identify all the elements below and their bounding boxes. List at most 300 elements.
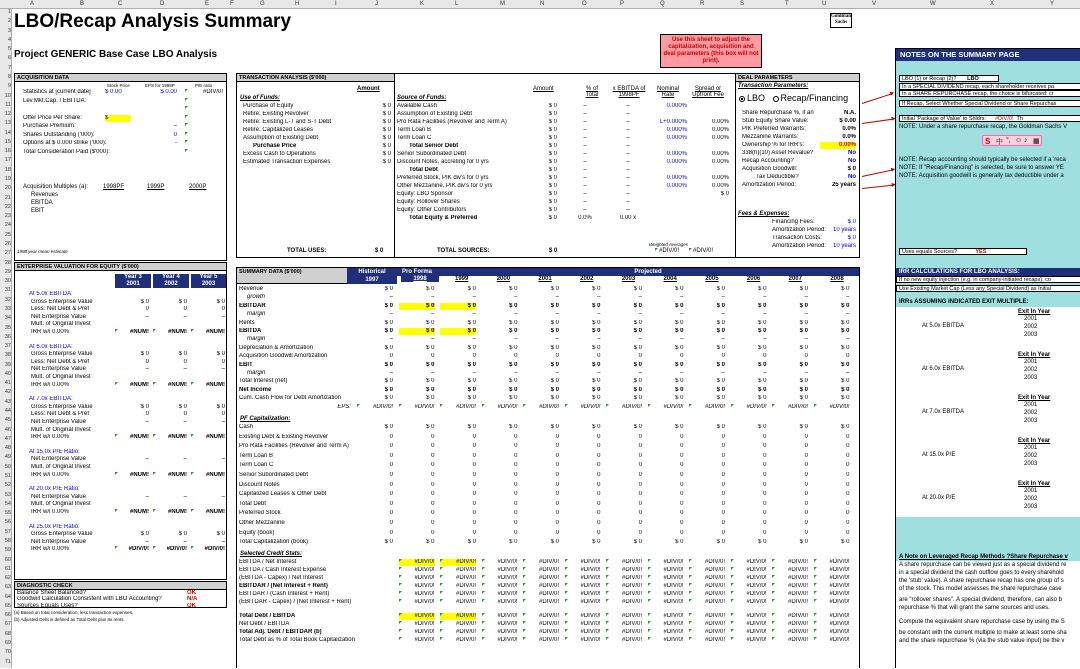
column-header-Y[interactable]: Y — [1050, 1, 1055, 7]
src-row-spread: 0.00% — [711, 183, 729, 189]
cap-row-val: 0 — [555, 481, 559, 488]
deal-row-value[interactable]: No — [848, 158, 856, 164]
cap-row-val: 0 — [514, 452, 518, 459]
exit-year: 2003 — [1024, 418, 1038, 424]
row-header-27[interactable]: 27 — [4, 250, 11, 257]
src-row-pct: – — [583, 119, 587, 125]
eps-label: EPS: — [337, 403, 351, 410]
row-header-59[interactable]: 59 — [4, 547, 11, 554]
sum-row-label: Rents — [239, 319, 255, 326]
sum-row-val: 0 — [597, 353, 601, 360]
row-header-37[interactable]: 37 — [4, 343, 11, 350]
sum-row-val: $ 0 — [384, 319, 393, 326]
row-header-64[interactable]: 64 — [4, 593, 11, 600]
sum-row-val: $ 0 — [384, 361, 393, 368]
ev-row-val: $ 0 — [140, 403, 149, 410]
exit-year: 2001 — [1024, 359, 1038, 365]
row-header-9[interactable]: 9 — [7, 83, 11, 90]
row-header-16[interactable]: 16 — [4, 148, 11, 155]
cap-row-val: 0 — [680, 529, 684, 536]
row-header-41[interactable]: 41 — [4, 380, 11, 387]
cap-row-val: 0 — [472, 500, 476, 507]
cap-row-val: $ 0 — [426, 539, 435, 546]
column-header-O[interactable]: O — [582, 1, 587, 7]
row-header-71[interactable]: 71 — [4, 658, 11, 665]
column-header-W[interactable]: W — [930, 1, 936, 7]
row-header-21[interactable]: 21 — [4, 194, 11, 201]
ev-block-title-text: At 5.0x EBITDA: — [29, 291, 73, 297]
cap-row-val: $ 0 — [509, 539, 518, 546]
deal-row-label: 338(h)(10) Asset Revalue? — [742, 150, 814, 156]
ev-row-label: IRR w/i 0.00% — [31, 381, 70, 388]
row-header-70[interactable]: 70 — [4, 649, 11, 656]
column-header-C[interactable]: C — [118, 1, 123, 7]
column-header-N[interactable]: N — [540, 1, 545, 7]
row-header-50[interactable]: 50 — [4, 463, 11, 470]
credit-row-val: #DIV/0! — [523, 637, 559, 644]
note-line-1: In a SPECIAL DIVIDEND recap, each shareholder receives pa — [899, 83, 1080, 90]
ev-row-val: $ 0 — [178, 298, 187, 305]
cap-row-val: 0 — [431, 491, 435, 498]
radio-lbo-dot[interactable] — [739, 96, 745, 102]
fees-row-label: Transaction Costs: — [772, 235, 822, 241]
column-header-U[interactable]: U — [822, 1, 827, 7]
src-row — [395, 167, 735, 174]
row-header-11[interactable]: 11 — [5, 101, 11, 108]
row-header-30[interactable]: 30 — [4, 278, 11, 285]
src-row-label: Term Loan B — [397, 127, 432, 133]
cap-row-val: 0 — [846, 500, 850, 507]
sum-row-val: $ 0 — [675, 328, 684, 334]
src-row-x: 0.00 x — [619, 215, 637, 221]
column-header-I[interactable]: I — [335, 1, 337, 7]
row-header-69[interactable]: 69 — [4, 640, 11, 647]
ev-row-label: Less: Net Debt & Pref — [31, 306, 90, 313]
lbo-or-recap-field[interactable]: LBO (1) or Recap (2)? LBO — [899, 75, 999, 82]
column-header-S[interactable]: S — [740, 1, 745, 7]
column-header-X[interactable]: X — [990, 1, 995, 7]
row-header-68[interactable]: 68 — [4, 630, 11, 637]
row-header-26[interactable]: 26 — [4, 241, 11, 247]
sum-row — [237, 387, 859, 394]
src-col-rate: Nominal Rate — [656, 86, 679, 98]
credit-row-val: #DIV/0! — [731, 637, 767, 644]
credit-row-val: #DIV/0! — [689, 629, 725, 636]
row-header-7[interactable]: 7 — [7, 64, 11, 71]
uses-title: Use of Funds: — [240, 95, 280, 101]
deal-row-label: Tax Deductible? — [756, 174, 799, 180]
sum-row-val: $ 0 — [675, 361, 684, 368]
row-header-46[interactable]: 46 — [4, 426, 11, 433]
row-header-24[interactable]: 24 — [4, 222, 11, 229]
acq-row-v1: $ 0.00 — [105, 89, 122, 95]
radio-recap-dot[interactable] — [773, 96, 779, 102]
credit-row-val: #DIV/0! — [440, 567, 476, 574]
sum-row-val: $ 0 — [758, 328, 767, 334]
credit-row-val: #DIV/0! — [482, 591, 518, 598]
row-header-32[interactable]: 32 — [4, 296, 11, 303]
sum-row — [237, 311, 859, 318]
uses-row-label: Purchase of Equity — [243, 103, 294, 109]
row-header-42[interactable]: 42 — [4, 389, 11, 396]
cap-row-val: $ 0 — [633, 539, 642, 546]
src-row-x: – — [626, 191, 630, 197]
row-header-1[interactable]: 1 — [7, 9, 11, 15]
ev-row — [15, 494, 226, 501]
ev-row-val: $ 0 — [178, 351, 187, 358]
deal-row-value[interactable]: 0.0% — [842, 126, 856, 132]
cap-row — [237, 453, 859, 460]
column-header-D[interactable]: D — [160, 1, 165, 7]
column-header-H[interactable]: H — [295, 1, 300, 7]
credit-row-val: #DIV/0! — [565, 583, 601, 590]
sum-row-val: – — [514, 370, 518, 376]
row-header-15[interactable]: 15 — [4, 138, 11, 145]
uses-row-value: $ 0 — [382, 127, 391, 133]
ev-block-title — [15, 344, 226, 351]
chinese-mode-icon[interactable]: 中 — [996, 139, 1003, 146]
credit-row-val: #DIV/0! — [648, 575, 684, 582]
sum-row-val: $ 0 — [592, 378, 601, 385]
diag-row-status: OK — [187, 590, 196, 596]
cap-row-val: 0 — [680, 472, 684, 478]
row-header-19[interactable]: 19 — [4, 176, 11, 183]
ev-row-val: #NUM! — [153, 382, 187, 389]
src-row-x: – — [626, 183, 630, 189]
sum-row-val: – — [680, 336, 684, 343]
column-header-M[interactable]: M — [500, 1, 505, 7]
acq-row — [15, 115, 226, 122]
radio-lbo[interactable] — [739, 93, 765, 103]
row-header-57[interactable]: 57 — [4, 528, 11, 535]
cap-row-val: 0 — [804, 452, 808, 459]
cap-row-val: 0 — [638, 491, 642, 498]
row-header-60[interactable]: 60 — [4, 556, 11, 563]
row-header-28[interactable]: 28 — [4, 259, 11, 266]
column-header-E[interactable]: E — [205, 1, 210, 7]
ev-row-val: $ 0 — [216, 351, 225, 358]
cap-row-val: 0 — [721, 520, 725, 526]
src-row-label: Preferred Stock, PIK div's for 0 yrs — [397, 175, 489, 181]
credit-row-val: #DIV/0! — [440, 621, 476, 628]
note-line-3[interactable]: If Recap, Select Whether Special Dividend or Share Repurchas — [899, 100, 1080, 107]
credit-row-val: #DIV/0! — [814, 637, 850, 644]
credit-row-val: #DIV/0! — [606, 621, 642, 628]
row-header-13[interactable]: 13 — [4, 120, 11, 127]
src-row — [395, 135, 735, 142]
row-header-4[interactable]: 4 — [7, 36, 11, 43]
row-header-20[interactable]: 20 — [4, 185, 11, 192]
column-header-F[interactable]: F — [230, 1, 234, 7]
cap-row-val: 0 — [472, 529, 476, 536]
column-header-G[interactable]: G — [260, 1, 265, 7]
eps-row — [237, 404, 859, 411]
acq-row-label: Statistics at [current date] — [23, 89, 91, 95]
deal-row — [736, 182, 859, 189]
credit-row-val: #DIV/0! — [523, 567, 559, 574]
eps-val: #DIV/0! — [606, 404, 642, 411]
row-header-67[interactable]: 67 — [4, 621, 11, 628]
cap-row-val: 0 — [597, 462, 601, 469]
exit-year: 2001 — [1024, 488, 1038, 494]
ev-row-val: – — [221, 493, 225, 500]
row-header-56[interactable]: 56 — [4, 519, 11, 526]
row-header-44[interactable]: 44 — [4, 408, 11, 415]
row-header-18[interactable]: 18 — [4, 166, 11, 173]
row-header-40[interactable]: 40 — [4, 370, 11, 377]
sum-row-val: – — [763, 294, 767, 301]
sum-row-val: $ 0 — [716, 361, 725, 368]
ev-row-val: – — [145, 419, 149, 425]
row-header-55[interactable]: 55 — [4, 510, 11, 517]
credit-row-val: #DIV/0! — [606, 575, 642, 582]
notes-panel — [895, 48, 1080, 668]
emoji-icon[interactable]: ☺ — [1015, 137, 1023, 144]
deal-row-value[interactable]: 0.0% — [842, 134, 856, 140]
credit-row-val: #DIV/0! — [648, 621, 684, 628]
acq-row-v1: $ — [105, 115, 131, 122]
cap-row-val: 0 — [721, 500, 725, 507]
row-header-3[interactable]: 3 — [7, 27, 11, 34]
sum-row-val: 0 — [431, 353, 435, 360]
cap-row-label: Senior Subordinated Debt — [239, 472, 309, 478]
column-header-R[interactable]: R — [700, 1, 705, 7]
sum-row — [237, 328, 859, 335]
deal-row — [736, 126, 859, 133]
cap-row-val: 0 — [721, 481, 725, 488]
row-header-17[interactable]: 17 — [4, 157, 11, 164]
tx-header: TRANSACTION ANALYSIS ($'000) — [237, 74, 395, 82]
row-header-14[interactable]: 14 — [4, 129, 11, 136]
column-header-L[interactable]: L — [455, 1, 459, 7]
row-header-45[interactable]: 45 — [4, 417, 11, 424]
row-header-12[interactable]: 12 — [4, 111, 11, 118]
credit-row-val: #DIV/0! — [565, 575, 601, 582]
sum-row-val: – — [555, 311, 559, 318]
sum-row-val: $ 0 — [633, 395, 642, 402]
deal-row-value[interactable]: $ 0.00 — [839, 118, 856, 124]
sum-row-val: – — [555, 336, 559, 343]
row-header-43[interactable]: 43 — [4, 398, 11, 405]
cap-row-label: Equity (book) — [239, 529, 275, 536]
row-header-65[interactable]: 65 — [4, 602, 11, 609]
sum-row-val: – — [431, 370, 435, 376]
column-header-J[interactable]: J — [375, 1, 378, 7]
exit-in-year: Exit In Year — [1018, 481, 1051, 487]
row-header-51[interactable]: 51 — [4, 473, 11, 479]
fees-row-label: Amortization Period: — [772, 227, 827, 233]
uses-row-value: $ 0 — [382, 135, 391, 141]
row-header-54[interactable]: 54 — [4, 500, 11, 507]
credit-row-val: #DIV/0! — [772, 637, 808, 644]
row-header-6[interactable]: 6 — [7, 55, 11, 62]
ev-block-title — [15, 486, 226, 493]
sum-row-val: $ 0 — [841, 328, 850, 334]
recap-p8: be constant with the current multiple to make at least some sha — [899, 630, 1067, 636]
row-header-5[interactable]: 5 — [7, 46, 11, 53]
arrow-4 — [862, 185, 894, 189]
row-header-36[interactable]: 36 — [4, 333, 11, 340]
row-header-8[interactable]: 8 — [7, 73, 11, 80]
deal-row-value[interactable]: 25 years — [831, 182, 856, 188]
sum-year-2001: 2001 — [538, 276, 552, 282]
sogou-icon[interactable]: S — [985, 137, 991, 146]
ev-block-title — [15, 396, 226, 403]
row-header-38[interactable]: 38 — [4, 352, 11, 359]
cap-row-val: 0 — [763, 529, 767, 536]
sum-row-val: – — [721, 294, 725, 301]
irr-line-2[interactable]: Use Existing Market Cap (Less any Special Dividend) as Initial — [896, 285, 1080, 292]
cap-row-val: 0 — [638, 481, 642, 488]
credit-row-val: #DIV/0! — [440, 575, 476, 582]
row-header-2[interactable]: 2 — [7, 18, 11, 25]
ev-row — [15, 321, 226, 328]
cap-row-val: 0 — [514, 472, 518, 478]
deal-row-value[interactable]: No — [848, 174, 856, 180]
ev-row — [15, 501, 226, 508]
sum-row-val: $ 0 — [716, 286, 725, 292]
row-header-23[interactable]: 23 — [4, 213, 11, 220]
sum-row-val: $ 0 — [799, 328, 808, 334]
cap-row-label: Pro Rata Facilities (Revolver and Term A) — [239, 443, 349, 450]
row-header-29[interactable]: 29 — [4, 268, 11, 275]
uses-row-value: $ 0 — [382, 151, 391, 157]
sum-row-val: $ 0 — [440, 303, 476, 310]
sum-row-val: – — [680, 311, 684, 318]
uses-row-label: Purchase Price — [253, 143, 297, 149]
row-header-66[interactable]: 66 — [4, 612, 11, 619]
sum-row-val: $ 0 — [467, 319, 476, 326]
sum-row-val: – — [472, 370, 476, 376]
credit-row-val: #DIV/0! — [731, 567, 767, 574]
row-header-47[interactable]: 47 — [4, 435, 11, 442]
column-header-P[interactable]: P — [620, 1, 625, 7]
row-header-53[interactable]: 53 — [4, 491, 11, 498]
punct-icon[interactable]: °, — [1006, 137, 1011, 144]
sum-row-val: $ 0 — [716, 386, 725, 393]
cap-row — [237, 530, 859, 537]
src-row-pct: – — [583, 183, 587, 189]
eps-val: #DIV/0! — [731, 404, 767, 411]
ev-row-label: IRR w/i 0.00% — [31, 509, 70, 515]
deal-row-value[interactable]: $ 0 — [847, 166, 856, 172]
ev-row-val: – — [183, 366, 187, 373]
row-header-61[interactable]: 61 — [4, 565, 11, 572]
sum-row-val: – — [763, 311, 767, 318]
irr-header: IRR CALCULATIONS FOR LBO ANALYSIS: — [896, 268, 1080, 276]
row-header-22[interactable]: 22 — [4, 203, 11, 210]
column-header-T[interactable]: T — [785, 1, 789, 7]
cap-row-val: 0 — [638, 510, 642, 517]
acq-row-label: Offer Price Per Share: — [23, 114, 82, 121]
ev-row-val: – — [183, 493, 187, 500]
cap-row-val: 0 — [721, 491, 725, 498]
row-header-63[interactable]: 63 — [4, 584, 11, 591]
ev-row-val: – — [183, 456, 187, 463]
cap-row — [237, 491, 859, 498]
credit-row-val: #DIV/0! — [565, 621, 601, 628]
ev-row-val: #DIV/0! — [115, 546, 149, 553]
ev-row-val: – — [221, 313, 225, 320]
deal-row-value[interactable]: 0.00% — [820, 142, 856, 149]
sum-row-val: $ 0 — [440, 328, 476, 335]
column-header-Q[interactable]: Q — [660, 1, 665, 7]
sum-row-val: $ 0 — [467, 344, 476, 351]
deal-row-value[interactable]: No — [848, 150, 856, 156]
src-row-rate: 0.000% — [666, 183, 687, 189]
row-header-48[interactable]: 48 — [4, 445, 11, 452]
cap-row-val: 0 — [597, 510, 601, 517]
ev-block-title-text: At 20.0x P/E Ratio: — [29, 486, 80, 493]
credit-row-label: Total Debt as % of Total Book Capitalization — [239, 637, 355, 643]
src-row-rate: 0.000% — [666, 159, 687, 165]
sum-row-val: $ 0 — [550, 286, 559, 292]
credit-row-label: (EBITDA - Capex) / Net Interest — [239, 575, 324, 581]
src-row-rate: 0.000% — [666, 127, 687, 133]
cap-row — [237, 520, 859, 527]
credit-row-val: #DIV/0! — [689, 591, 725, 598]
credit-row-val: #DIV/0! — [772, 621, 808, 628]
sum-row-val: $ 0 — [550, 344, 559, 351]
column-header-K[interactable]: K — [420, 1, 425, 7]
row-header-58[interactable]: 58 — [4, 537, 11, 544]
cap-row-val: $ 0 — [675, 539, 684, 546]
row-header-10[interactable]: 10 — [4, 92, 11, 99]
row-header-39[interactable]: 39 — [4, 361, 11, 368]
fees-row — [736, 243, 859, 250]
radio-recap[interactable] — [773, 93, 849, 103]
row-header-35[interactable]: 35 — [4, 324, 11, 331]
uses-equals-sources: Uses equals Sources? YES — [899, 248, 1027, 255]
row-header-49[interactable]: 49 — [4, 454, 11, 461]
ev-row-val: #NUM! — [115, 509, 149, 516]
column-header-A[interactable]: A — [30, 1, 35, 7]
credit-row-val: #DIV/0! — [606, 637, 642, 644]
cap-row-val: 0 — [763, 462, 767, 469]
mult-year-1: 1998PF — [103, 184, 125, 190]
row-header-34[interactable]: 34 — [4, 315, 11, 322]
deal-row — [736, 142, 859, 149]
column-header-B[interactable]: B — [80, 1, 85, 7]
cap-row-val: 0 — [472, 510, 476, 517]
cap-row-val: 0 — [431, 510, 435, 517]
keyboard-icon[interactable]: ▦ — [1033, 138, 1040, 145]
ime-toolbar[interactable] — [982, 135, 1042, 146]
row-header-52[interactable]: 52 — [4, 482, 11, 489]
cap-row-val: 0 — [514, 481, 518, 488]
row-header-31[interactable]: 31 — [4, 287, 11, 294]
sum-row-val: – — [846, 311, 850, 318]
row-header-62[interactable]: 62 — [4, 575, 11, 582]
column-header-V[interactable]: V — [872, 1, 877, 7]
sum-row-val: $ 0 — [592, 302, 601, 309]
credit-row-val: #DIV/0! — [440, 637, 476, 644]
sum-row-val: $ 0 — [841, 286, 850, 292]
sum-row-val: 0 — [514, 353, 518, 360]
sum-row-label: Revenue — [239, 286, 264, 292]
row-header-33[interactable]: 33 — [4, 305, 11, 312]
deal-header: DEAL PARAMETERS — [736, 74, 859, 82]
ev-row-val: 0 — [145, 411, 149, 418]
src-row — [395, 103, 735, 110]
src-row-spread: 0.00% — [711, 135, 729, 141]
row-header-25[interactable]: 25 — [4, 231, 11, 238]
mic-icon[interactable]: ♪ — [1024, 137, 1028, 144]
deal-row-value[interactable]: N.A. — [844, 110, 856, 116]
cap-row-val: 0 — [721, 443, 725, 450]
ev-row-label: Net Enterprise Value — [31, 456, 86, 463]
sum-row — [237, 303, 859, 310]
